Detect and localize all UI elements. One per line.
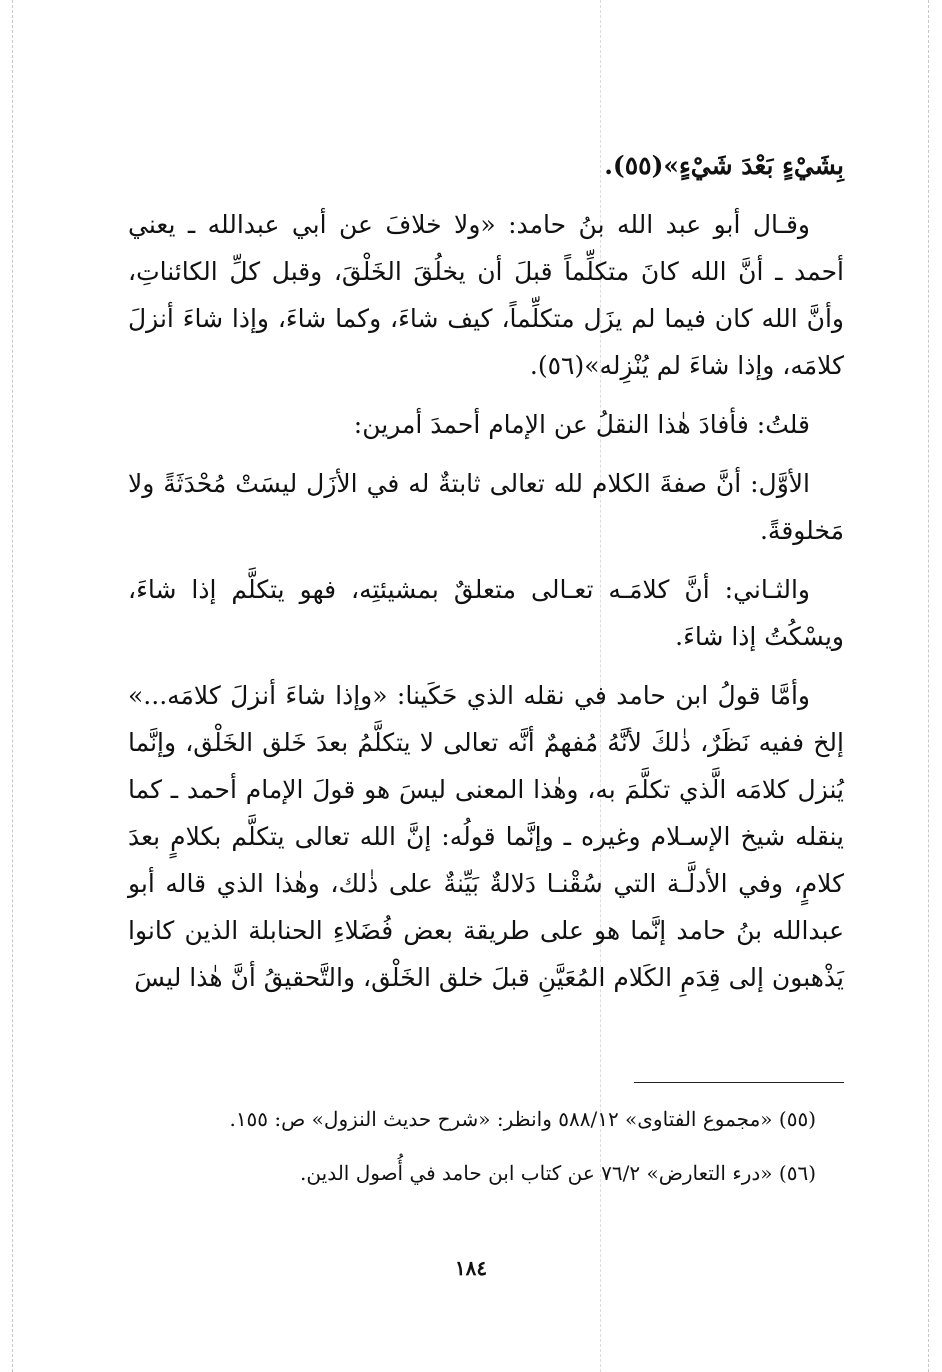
paragraph-first-point: الأوَّل: أنَّ صفةَ الكلام لله تعالى ثابتةٌ له في الأزَل ليسَتْ مُحْدَثَةً ولا مَخلوقةً. [128, 469, 844, 545]
scan-fold-line-right [928, 0, 929, 1372]
page-number: ١٨٤ [454, 1256, 488, 1280]
scan-fold-line-left [12, 0, 13, 1372]
footnotes [128, 1098, 844, 1206]
footnote-56: (٥٦) «درء التعارض» ٧٦/٢ عن كتاب ابن حامد في أُصول الدين. [300, 1161, 816, 1185]
paragraph-second-point: والثـاني: أنَّ كلامَـه تعـالى متعلقٌ بمشيئتِه، فهو يتكلَّم إذا شاءَ، ويسْكُتُ إذا شاءَ. [128, 575, 844, 651]
paragraph-discussion: وأمَّا قولُ ابن حامد في نقله الذي حَكَينا: «وإذا شاءَ أنزلَ كلامَه...» إلخ ففيه نَظَرٌ، ذٰلكَ لأنَّهُ مُفهمٌ أنَّه تعالى لا يتكلَّمُ بعدَ خَلق الخَلْق، وإنَّما يُنزل كلامَه الَّذي تكلَّمَ به، وهٰذا المعنى ليسَ هو قولَ الإمام أحمد ـ كما ينقله شيخ الإسـلام وغيره ـ وإنَّما قولُه: إنَّ الله تعالى يتكلَّم بكلامٍ بعدَ كلامٍ، وفي الأدلَّـة التي سُقْنـا دَلالةٌ بَيِّنةٌ على ذٰلك، وهٰذا الذي قاله أبو عبدالله بنُ حامد إنَّما هو على طريقة بعض فُضَلاءِ الحنابلة الذين كانوا يَذْهبون إلى قِدَمِ الكَلام المُعَيَّنِ قبلَ خلق الخَلْق، والتَّحقيقُ أنَّ هٰذا ليسَ [128, 681, 844, 992]
footnote-separator [634, 1082, 844, 1083]
paragraph-quote-ibn-hamid: وقـال أبو عبد الله بنُ حامد: «ولا خلافَ عن أبي عبدالله ـ يعني أحمد ـ أنَّ الله كانَ متكلِّماً قبلَ أن يخلُقَ الخَلْقَ، وقبل كلِّ الكائناتِ، وأنَّ الله كان فيما لم يزَل متكلِّماً، كيف شاءَ، وكما شاءَ، وإذا شاءَ أنزلَ كلامَه، وإذا شاءَ لم يُنْزِله»(٥٦). [128, 210, 844, 380]
footnote-55: (٥٥) «مجموع الفتاوى» ٥٨٨/١٢ وانظر: «شرح حديث النزول» ص: ١٥٥. [229, 1107, 816, 1131]
paragraph-continuation: بِشَيْءٍ بَعْدَ شَيْءٍ»(٥٥). [604, 151, 844, 180]
paragraph-qultu: قلتُ: فأفادَ هٰذا النقلُ عن الإمام أحمدَ أمرين: [353, 410, 810, 439]
page-body [128, 118, 844, 1013]
